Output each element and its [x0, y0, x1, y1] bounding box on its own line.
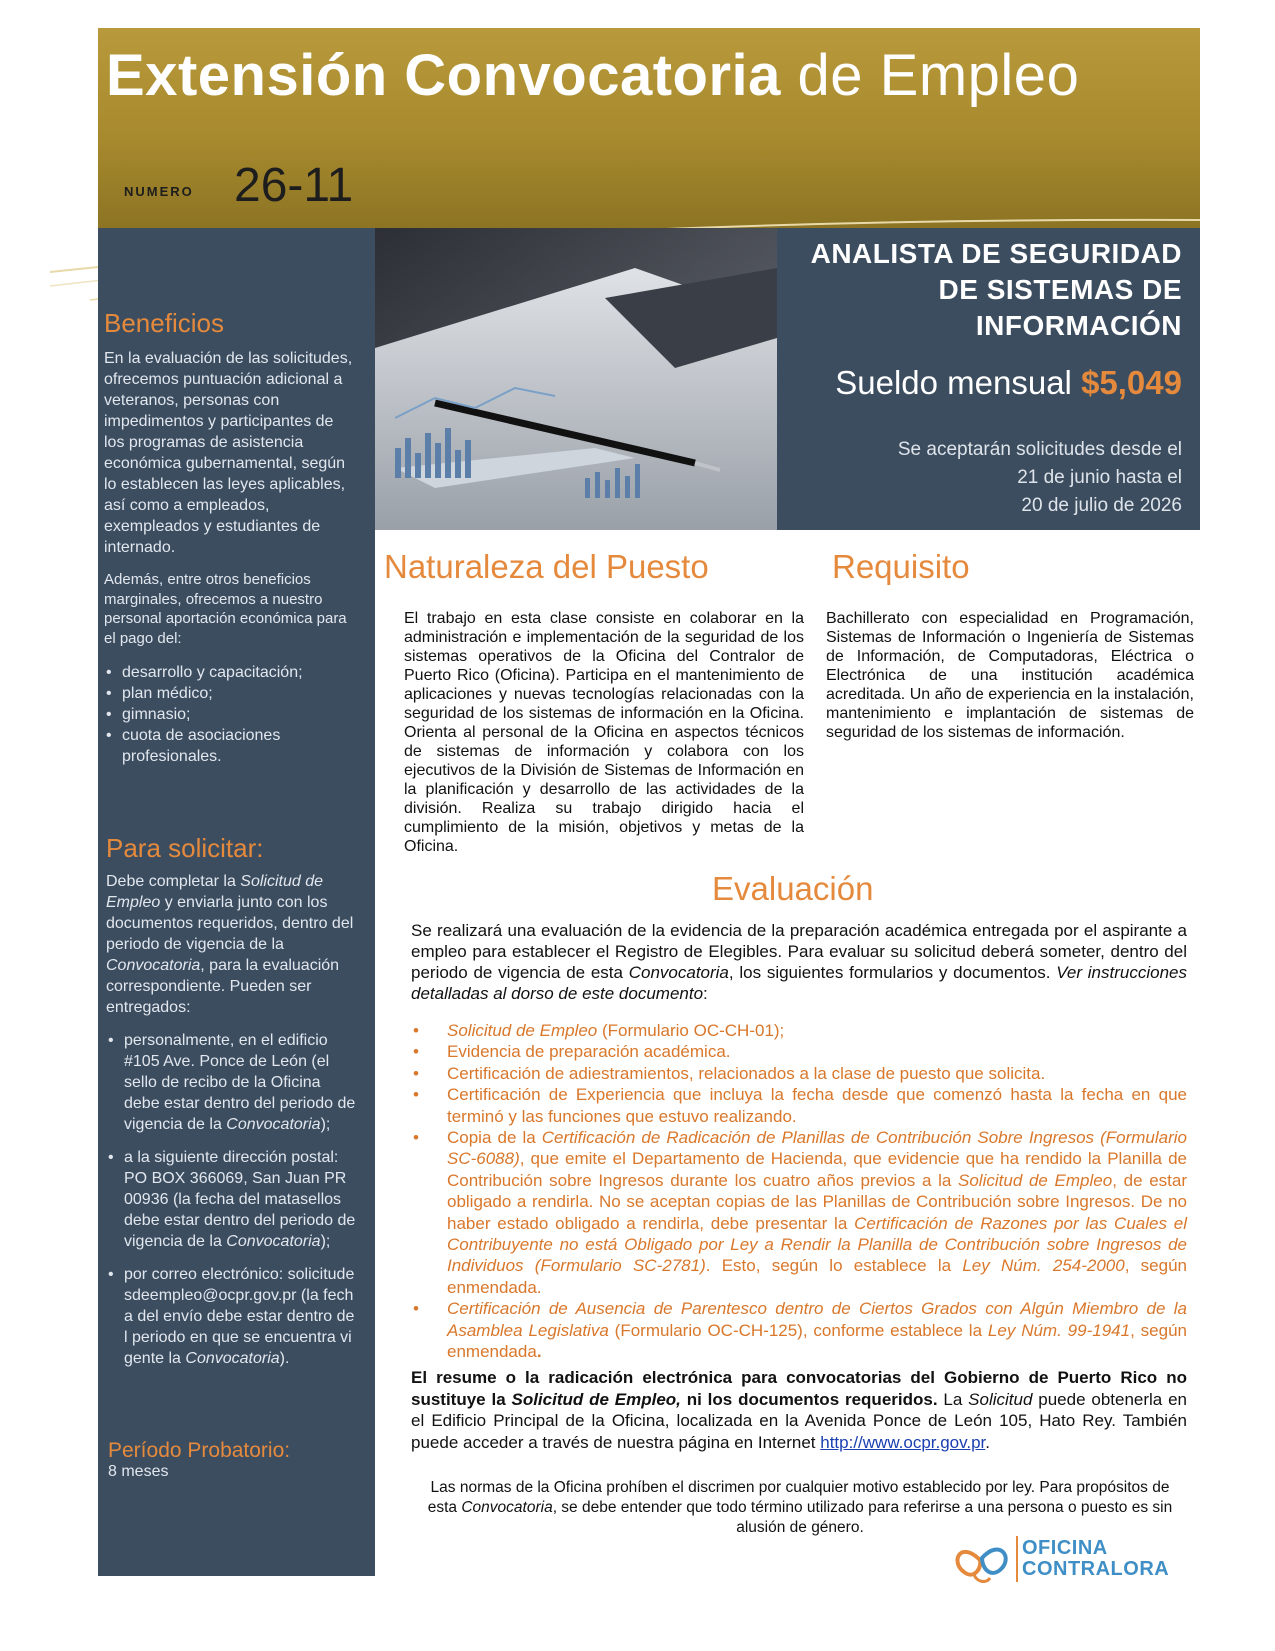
number-label: NUMERO — [124, 184, 194, 199]
list-item: • Certificación de Experiencia que incluya la fecha desde que comenzó hasta la fecha en que terminó y las funciones que estuvo realizando. — [411, 1084, 1187, 1127]
evaluacion-closing: El resume o la radicación electrónica para convocatorias del Gobierno de Puerto Rico no sustituye la Solicitud de Empleo, ni los documentos requeridos. La Solicitud puede obtenerla en el Edificio Principal de la Oficina, localizada en la Avenida Ponce de León 105, Hato Rey. También puede acceder a través de nuestra página en Internet http://www.ocpr.gov.pr. — [411, 1368, 1188, 1452]
beneficios-heading: Beneficios — [104, 308, 224, 338]
salary: Sueldo mensual $5,049 — [835, 364, 1182, 401]
probatorio-value: 8 meses — [108, 1463, 169, 1480]
requisito-text: Bachillerato con especialidad en Programación, Sistemas de Información o Ingeniería de Sistemas de Información, de Computadoras, Eléctrica o Electrónica de una institución académica acreditada. Un año de experiencia en la instalación, mantenimiento e implantación de sistemas de seguridad de los sistemas de información. — [826, 610, 1194, 741]
nondiscrimination-note: Las normas de la Oficina prohíben el discrimen por cualquier motivo establecido por ley. Para propósitos de esta Convocatoria, se debe entender que todo término utilizado para referirse a una persona o puesto es sin alusión de género. — [427, 1479, 1173, 1536]
logo-text: OFICINA CONTRALORA — [1022, 1537, 1170, 1580]
naturaleza-text: El trabajo en esta clase consiste en colaborar en la administración e implementación de la seguridad de los sistemas operativos de la Oficina del Contralor de Puerto Rico (Oficina). Participa en el mantenimiento de aplicaciones y nuevas tecnologías relacionadas con la seguridad de los sistemas de información en la Oficina. Orienta al personal de la Oficina en aspectos técnicos de sistemas de información y colabora con los ejecutivos de la División de Sistemas de Información en la planificación y desarrollo de las actividades de la división. Realiza su trabajo dirigido hacia el cumplimiento de la misión, objetivos y metas de la Oficina. — [404, 610, 804, 855]
ocpr-website-link[interactable]: http://www.ocpr.gov.pr — [820, 1432, 986, 1452]
list-item: • personalmente, en el edificio #105 Ave. Ponce de León (el sello de recibo de la Oficina debe estar dentro del periodo de vigencia de la Convocatoria); — [124, 1030, 356, 1135]
list-item: • Certificación de adiestramientos, relacionados a la clase de puesto que solicita. — [411, 1063, 1187, 1084]
evaluacion-intro: Se realizará una evaluación de la evidencia de la preparación académica entregada por el aspirante a empleo para establecer el Registro de Elegibles. Para evaluar su solicitud deberá someter, dentro del periodo de vigencia de esta Convocatoria, los siguientes formularios y documentos. Ver instrucciones detalladas al dorso de este documento: — [411, 921, 1187, 1003]
solicitar-text: Debe completar la Solicitud de Empleo y enviarla junto con los documentos requeridos, dentro del periodo de vigencia de la Convocatoria, para la evaluación correspondiente. Pueden ser entregados: — [106, 873, 354, 1016]
solicitar-list — [106, 1030, 356, 1369]
requisito-heading: Requisito — [832, 548, 970, 585]
beneficios-text: En la evaluación de las solicitudes, ofrecemos puntuación adicional a veteranos, personas con impedimentos y participantes de los programas de asistencia económica gubernamental, según lo establecen las leyes aplicables, así como a empleados, exempleados y estudiantes de internado. — [104, 350, 353, 556]
beneficios-text-2: Además, entre otros beneficios marginales, ofrecemos a nuestro personal aportación económica para el pago del: — [104, 571, 347, 647]
list-item: • por correo electrónico: solicitudesdeempleo@ocpr.gov.pr (la fecha del envío debe estar dentro del periodo en que se encuentra vigente la Convocatoria). — [124, 1264, 356, 1369]
list-item: • Certificación de Ausencia de Parentesco dentro de Ciertos Grados con Algún Miembro de la Asamblea Legislativa (Formulario OC-CH-125), conforme establece la Ley Núm. 99-1941, según enmendada. — [411, 1298, 1187, 1362]
number-value: 26-11 — [234, 159, 354, 212]
sidebar — [98, 228, 375, 1576]
list-item: • Copia de la Certificación de Radicación de Planillas de Contribución Sobre Ingresos (Formulario SC-6088), que emite el Departamento de Hacienda, que evidencie que ha rendido la Planilla de Contribución sobre Ingresos durante los cuatro años previos a la Solicitud de Empleo, de estar obligado a rendirla. No se aceptan copias de las Planillas de Contribución sobre Ingresos. De no haber estado obligado a rendirla, debe presentar la Certificación de Razones por las Cuales el Contribuyente no está Obligado por Ley a Rendir la Planilla de Contribución sobre Ingresos de Individuos (Formulario SC-2781). Esto, según lo establece la Ley Núm. 254-2000, según enmendada. — [411, 1127, 1187, 1298]
page-title: Extensión Convocatoria de Empleo — [106, 43, 1080, 108]
hero-photo — [375, 228, 777, 530]
solicitar-heading: Para solicitar: — [106, 833, 264, 863]
job-title: ANALISTA DE SEGURIDAD DE SISTEMAS DE INFORMACIÓN — [810, 238, 1182, 341]
list-item: • gimnasio; — [122, 704, 354, 725]
laptop-charts-image — [375, 228, 777, 530]
header-banner — [98, 28, 1200, 228]
list-item: • Solicitud de Empleo (Formulario OC-CH-01); — [411, 1020, 1187, 1041]
evaluacion-heading: Evaluación — [712, 870, 874, 907]
ocpr-logo-icon — [950, 1532, 1014, 1588]
beneficios-list — [104, 662, 354, 767]
list-item: • Evidencia de preparación académica. — [411, 1041, 1187, 1062]
ocpr-logo — [950, 1532, 1170, 1592]
list-item: • plan médico; — [122, 683, 354, 704]
list-item: • cuota de asociaciones profesionales. — [122, 725, 354, 767]
evaluacion-documents-list — [411, 1020, 1187, 1363]
naturaleza-heading: Naturaleza del Puesto — [384, 548, 709, 585]
list-item: • a la siguiente dirección postal: PO BOX 366069, San Juan PR 00936 (la fecha del matasellos debe estar dentro del periodo de vigencia de la Convocatoria); — [124, 1147, 356, 1252]
probatorio-heading: Período Probatorio: — [108, 1439, 291, 1462]
application-dates: Se aceptarán solicitudes desde el 21 de junio hasta el 20 de julio de 2026 — [897, 439, 1182, 516]
job-title-box — [777, 228, 1200, 530]
logo-divider — [1016, 1536, 1018, 1582]
list-item: • desarrollo y capacitación; — [122, 662, 354, 683]
